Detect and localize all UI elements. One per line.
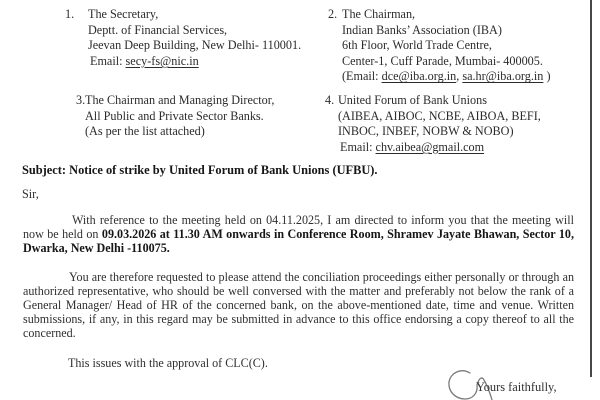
list-number: 4. [325, 93, 335, 107]
address-block [338, 93, 541, 155]
para1-normal-text: With reference to the meeting held on 04.11.2025, I am directed to inform you that the meeting will now be held on [23, 213, 574, 241]
paragraph-meeting-reschedule [23, 214, 574, 256]
recipient-secretary-dfs [65, 7, 301, 69]
address-line: (As per the list attached) [85, 124, 205, 139]
para1-bold-venue-text: 09.03.2026 at 11.30 AM onwards in Conference Room, Shramev Jayate Bhawan, Sector 10, Dwarka, New Delhi -110075. [23, 226, 574, 255]
email-label: Email: [90, 53, 126, 68]
email-text-sahr-iba: sa.hr@iba.org.in [462, 69, 544, 84]
closing-valediction: Yours faithfully, [476, 380, 557, 394]
address-line: Deptt. of Financial Services, [88, 22, 228, 37]
address-block [88, 7, 301, 69]
address-line: 6th Floor, World Trade Centre, [342, 38, 492, 53]
address-email-line [88, 54, 301, 70]
address-email-line [342, 69, 551, 85]
list-number: 1. [65, 7, 75, 21]
email-text-dce-iba: dce@iba.org.in [381, 69, 457, 84]
recipient-cmd-banks [76, 93, 274, 140]
recipient-chairman-iba [328, 7, 551, 85]
address-line: Indian Banks’ Association (IBA) [342, 22, 502, 37]
paragraph-conciliation-request: You are therefore requested to please attend the conciliation proceedings either personally or through an authorized representative, who should be well conversed with the matter and preferably not below the rank of a General Manager/ Head of HR of the concerned bank, on the above-mentioned date, time and venue. Written submissions, if any, in this regard may be submitted in advance to this office endorsing a copy thereof to all the concerned. [23, 270, 574, 340]
email-label: (Email: [342, 69, 382, 84]
list-number: 2. [328, 7, 338, 21]
email-text-secy-fs: secy-fs@nic.in [125, 53, 199, 68]
email-suffix: ) [543, 69, 551, 84]
address-line: INBOC, INBEF, NOBW & NOBO) [338, 124, 514, 139]
list-number: 3. [76, 93, 86, 107]
address-block [85, 93, 274, 140]
address-line: Jeevan Deep Building, New Delhi- 110001. [88, 38, 302, 53]
email-label: Email: [340, 139, 376, 154]
recipient-ufbu [325, 93, 541, 155]
address-line: United Forum of Bank Unions [338, 93, 487, 107]
address-email-line [338, 140, 541, 156]
address-line: (AIBEA, AIBOC, NCBE, AIBOA, BEFI, [338, 108, 541, 123]
address-line: The Chairman and Managing Director, [85, 93, 275, 107]
subject-line: Subject: Notice of strike by United Forum of Bank Unions (UFBU). [22, 163, 378, 177]
salutation: Sir, [22, 187, 39, 201]
address-line: Center-1, Cuff Parade, Mumbai- 400005. [342, 53, 543, 68]
email-separator: , [456, 69, 463, 84]
address-line: The Chairman, [342, 7, 416, 21]
address-line: All Public and Private Sector Banks. [85, 108, 264, 123]
address-line: The Secretary, [88, 7, 159, 21]
address-block [342, 7, 551, 85]
approval-line: This issues with the approval of CLC(C). [68, 356, 268, 370]
email-text-chv-aibea: chv.aibea@gmail.com [375, 139, 485, 154]
scan-edge-line [590, 0, 592, 377]
